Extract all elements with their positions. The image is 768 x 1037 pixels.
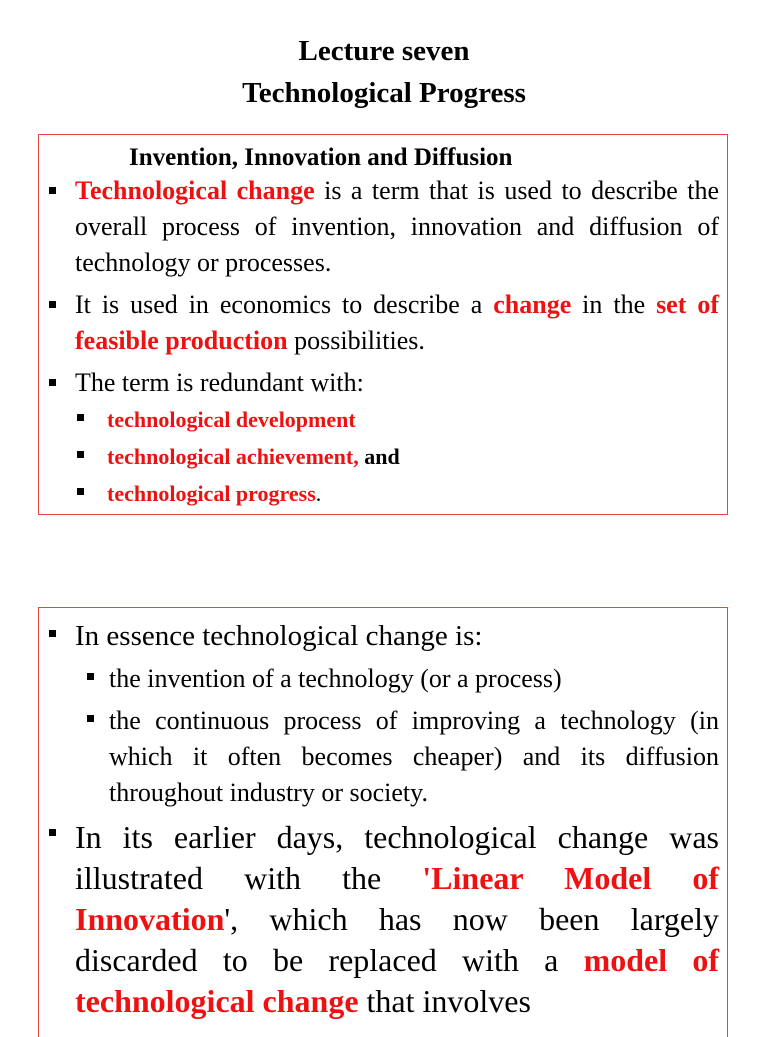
bullet-list: [39, 173, 727, 512]
sub-list-item: [109, 703, 719, 811]
sub-list-item: [107, 475, 719, 512]
highlight-term: 'Linear Model of Innovation: [75, 860, 719, 937]
square-bullet-icon: [49, 301, 56, 308]
title-line-1: Lecture seven: [298, 35, 470, 67]
sub-list-item: [107, 401, 719, 438]
item-text: and: [358, 444, 400, 469]
sub-list-item: [107, 438, 719, 475]
square-bullet-icon: [77, 451, 84, 458]
square-bullet-icon: [77, 414, 84, 421]
square-bullet-icon: [87, 673, 94, 680]
highlight-term: technological development: [107, 407, 356, 432]
item-text: in the: [571, 290, 657, 319]
list-item: [75, 287, 719, 359]
item-text: ', which has now been largely discarded to be replaced with a: [75, 901, 719, 978]
slide-title: [0, 30, 768, 114]
square-bullet-icon: [49, 829, 56, 836]
highlight-term: technological achievement,: [107, 444, 359, 469]
list-item: [75, 365, 719, 401]
square-bullet-icon: [49, 379, 56, 386]
essence-box: [38, 607, 728, 1037]
item-text: In its earlier days, technological change was illustrated with the: [75, 819, 719, 896]
highlight-term: Technological change: [75, 176, 315, 205]
highlight-term: model of technological change: [75, 942, 719, 1019]
list-item: [75, 173, 719, 281]
item-text: It is used in economics to describe a: [75, 290, 494, 319]
square-bullet-icon: [49, 187, 56, 194]
title-line-2: Technological Progress: [242, 77, 526, 109]
square-bullet-icon: [49, 630, 56, 637]
square-bullet-icon: [87, 715, 94, 722]
item-text: possibilities.: [287, 326, 425, 355]
item-text: that involves: [358, 983, 531, 1019]
highlight-term: technological progress: [107, 481, 316, 506]
item-text: the continuous process of improving a technology (in which it often becomes cheaper) and its diffusion throughout industry or society.: [109, 706, 719, 807]
square-bullet-icon: [77, 488, 84, 495]
sub-list-item: [109, 661, 719, 697]
item-text: the invention of a technology (or a process): [109, 664, 562, 693]
box-heading: Invention, Innovation and Diffusion: [129, 144, 513, 171]
item-text: is a term that is used to describe the overall process of invention, innovation and diffusion of technology or processes.: [75, 176, 719, 277]
item-text: In essence technological change is:: [75, 620, 483, 652]
item-text: .: [315, 481, 322, 506]
bullet-list: [39, 616, 727, 1022]
highlight-term: change: [493, 290, 572, 319]
list-item: [75, 817, 719, 1022]
item-text: The term is redundant with:: [75, 368, 364, 397]
definition-box: [38, 134, 728, 515]
list-item: [75, 616, 719, 657]
highlight-term: set of feasible production: [75, 290, 719, 355]
